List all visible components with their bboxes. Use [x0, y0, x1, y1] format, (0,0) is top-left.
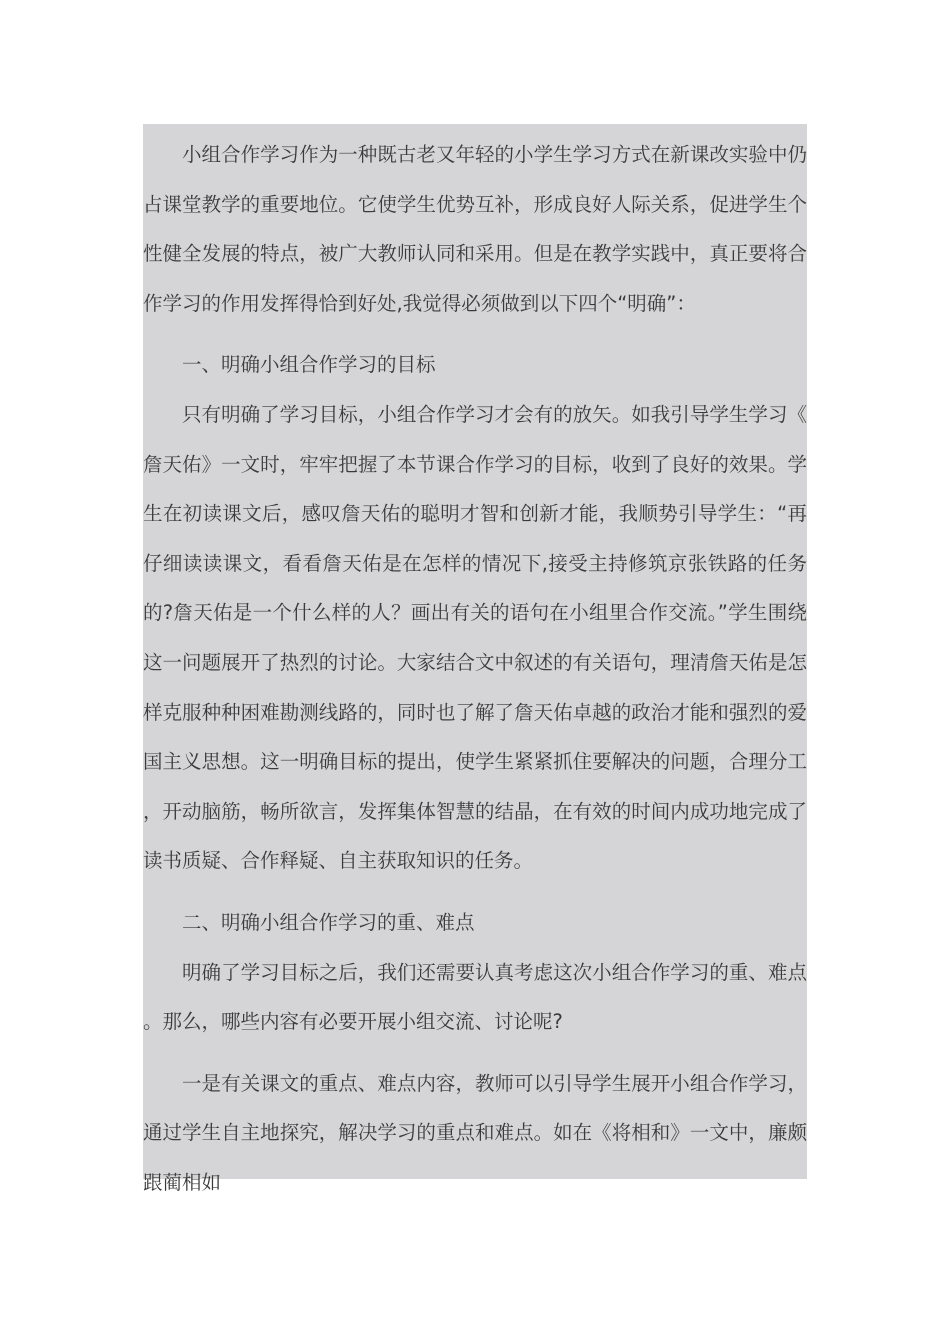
section-heading-2: 二、明确小组合作学习的重、难点 [182, 910, 475, 934]
paragraph-goal-example: 只有明确了学习目标，小组合作学习才会有的放矢。如我引导学生学习《詹天佑》一文时，牢牢把握了本节课合作学习的目标，收到了良好的效果。学生在初读课文后，感叹詹天佑的聪明才智和创新才能，我顺势引导学生：“再仔细读读课文，看看詹天佑是在怎样的情况下,接受主持修筑京张铁路的任务的?詹天佑是一个什么样的人？画出有关的语句在小组里合作交流。”学生围绕这一问题展开了热烈的讨论。大家结合文中叙述的有关语句，理清詹天佑是怎样克服种种困难勘测线路的，同时也了解了詹天佑卓越的政治才能和强烈的爱国主义思想。这一明确目标的提出，使学生紧紧抓住要解决的问题，合理分工，开动脑筋，畅所欲言，发挥集体智慧的结晶，在有效的时间内成功地完成了读书质疑、合作释疑、自主获取知识的任务。 [143, 402, 807, 873]
section-heading-1: 一、明确小组合作学习的目标 [182, 353, 436, 377]
paragraph-intro: 小组合作学习作为一种既古老又年轻的小学生学习方式在新课改实验中仍占课堂教学的重要地位。它使学生优势互补，形成良好人际关系，促进学生个性健全发展的特点，被广大教师认同和采用。但是在教学实践中，真正要将合作学习的作用发挥得恰到好处,我觉得必须做到以下四个“明确”： [143, 143, 807, 315]
paragraph-first-type: 一是有关课文的重点、难点内容，教师可以引导学生展开小组合作学习，通过学生自主地探究，解决学习的重点和难点。如在《将相和》一文中，廉颇跟蔺相如 [143, 1071, 807, 1194]
paragraph-key-points: 明确了学习目标之后，我们还需要认真考虑这次小组合作学习的重、难点。那么，哪些内容有必要开展小组交流、讨论呢? [143, 960, 807, 1034]
text-block [143, 124, 807, 1194]
